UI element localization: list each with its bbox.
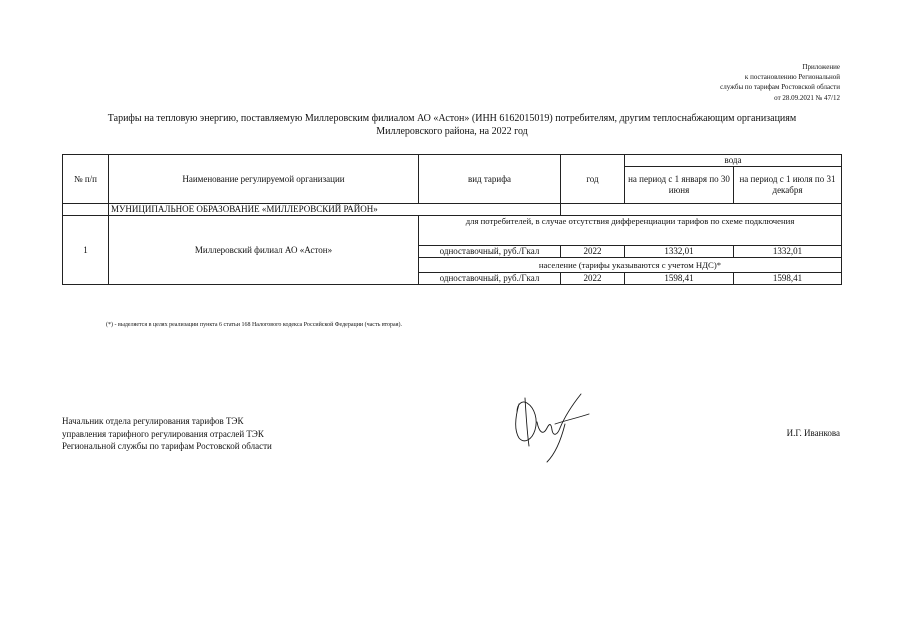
- appendix-line: Приложение: [802, 63, 840, 71]
- signer-position-line: управления тарифного регулирования отраслей ТЭК: [62, 428, 264, 439]
- header-period-1: на период с 1 января по 30 июня: [625, 167, 734, 204]
- year-cell: 2022: [561, 246, 625, 258]
- tariff-table: [62, 154, 842, 285]
- period-2-value: 1598,41: [734, 273, 842, 285]
- period-1-value: 1598,41: [625, 273, 734, 285]
- document-title: [62, 112, 842, 138]
- appendix-header: [720, 62, 840, 103]
- municipality-empty-cell: [561, 204, 842, 216]
- handwritten-signature: [505, 384, 600, 464]
- period-2-value: 1332,01: [734, 246, 842, 258]
- municipality-label: МУНИЦИПАЛЬНОЕ ОБРАЗОВАНИЕ «МИЛЛЕРОВСКИЙ РАЙОН»: [109, 204, 561, 216]
- organization-name: Миллеровский филиал АО «Астон»: [109, 216, 419, 285]
- header-tariff-type: вид тарифа: [419, 155, 561, 204]
- header-water: вода: [625, 155, 842, 167]
- row-number: 1: [63, 216, 109, 285]
- header-period-2: на период с 1 июля по 31 декабря: [734, 167, 842, 204]
- signer-position-line: Начальник отдела регулирования тарифов ТЭК: [62, 416, 244, 426]
- year-cell: 2022: [561, 273, 625, 285]
- group-label: для потребителей, в случае отсутствия дифференциации тарифов по схеме подключения: [419, 216, 842, 246]
- municipality-empty-cell: [63, 204, 109, 216]
- header-year: год: [561, 155, 625, 204]
- title-line: Миллеровского района, на 2022 год: [376, 126, 528, 137]
- tariff-type-cell: одноставочный, руб./Гкал: [419, 273, 561, 285]
- footnote: (*) - выделяется в целях реализации пункта 6 статьи 168 Налогового кодекса Российской Федерации (часть вторая).: [106, 322, 402, 328]
- period-1-value: 1332,01: [625, 246, 734, 258]
- title-line: Тарифы на тепловую энергию, поставляемую Миллеровским филиалом АО «Астон» (ИНН 6162015019) потребителям, другим теплоснабжающим организациям: [107, 113, 797, 124]
- signer-position: [62, 415, 272, 453]
- tariff-type-cell: одноставочный, руб./Гкал: [419, 246, 561, 258]
- group-label: население (тарифы указываются с учетом НДС)*: [419, 258, 842, 273]
- signer-position-line: Региональной службы по тарифам Ростовской области: [62, 441, 272, 451]
- appendix-date: от 28.09.2021 № 47/12: [774, 93, 840, 102]
- appendix-line: службы по тарифам Ростовской области: [720, 83, 840, 92]
- header-number: № п/п: [63, 155, 109, 204]
- signer-name: И.Г. Иванкова: [786, 428, 840, 438]
- header-organization: Наименование регулируемой организации: [109, 155, 419, 204]
- appendix-line: к постановлению Региональной: [744, 73, 840, 82]
